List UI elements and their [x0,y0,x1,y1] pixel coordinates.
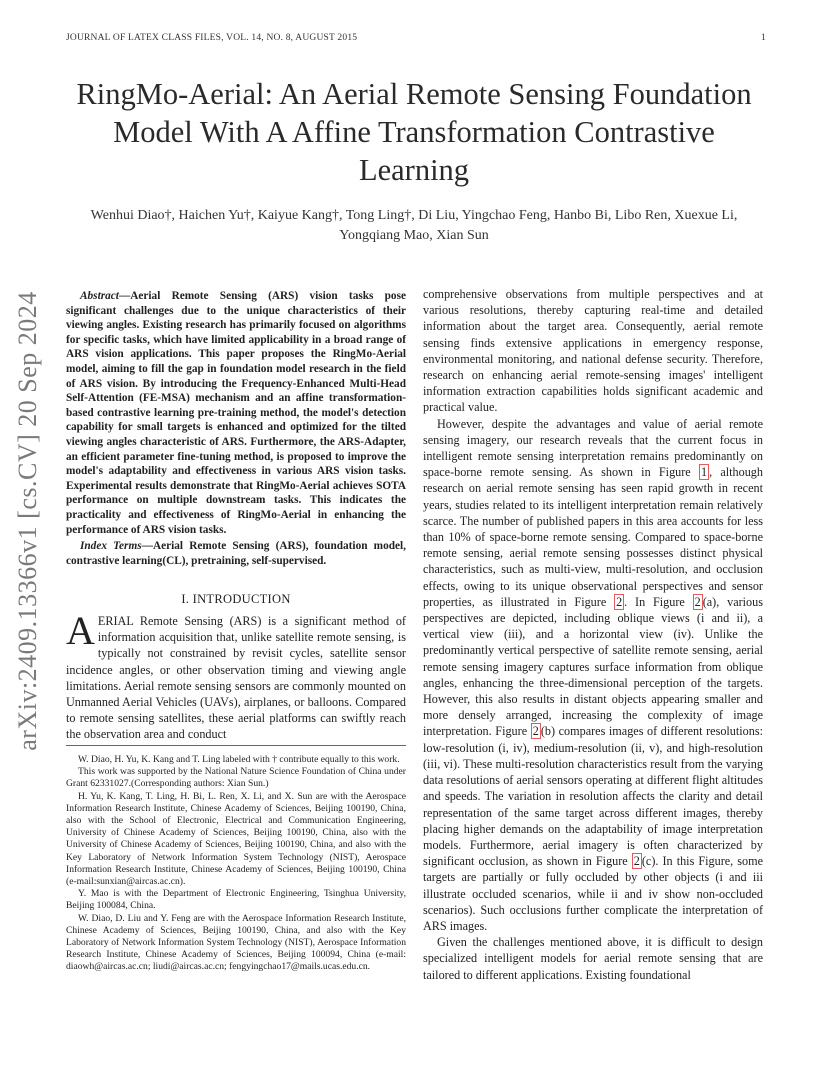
drop-cap: A [66,608,95,653]
footnote-4: Y. Mao is with the Department of Electronic Engineering, Tsinghua University, Beijing 100084, China. [66,888,406,912]
abstract-text: —Aerial Remote Sensing (ARS) vision tasks pose significant challenges due to the unique characteristics of their viewing angles. Existing research has primarily focused on algorithms for specific tasks, which have limited applicability in a broad range of ARS vision applications. This paper proposes the RingMo-Aerial model, aiming to fill the gap in foundation model research in the field of ARS vision. By introducing the Frequency-Enhanced Multi-Head Self-Attention (FE-MSA) mechanism and an affine transformation-based contrastive learning pre-training method, the model's detection capability for small targets is enhanced and optimized for the tilted viewing angles characteristic of ARS. Furthermore, the ARS-Adapter, an efficient parameter fine-tuning method, is proposed to improve the model's adaptability and effectiveness in various ARS vision tasks. Experimental results demonstrate that RingMo-Aerial achieves SOTA performance on multiple downstream tasks. This indicates the practicality and effectiveness of RingMo-Aerial in enhancing the performance of ARS vision tasks. [66,290,406,536]
figure-ref-link[interactable]: 2 [532,724,539,739]
figure-ref-link[interactable]: 2 [694,594,701,609]
footnote-divider [66,745,406,746]
right-paragraph-2 [423,416,763,935]
paper-title: RingMo-Aerial: An Aerial Remote Sensing Foundation Model With A Affine Transformation Contrastive Learning [76,77,752,187]
journal-name: JOURNAL OF LATEX CLASS FILES, VOL. 14, NO. 8, AUGUST 2015 [66,33,358,43]
author-list: Wenhui Diao†, Haichen Yu†, Kaiyue Kang†, Tong Ling†, Di Liu, Yingchao Feng, Hanbo Bi, Libo Ren, Xuexue Li, Yongqiang Mao, Xian Sun [90,208,738,243]
abstract [66,289,406,537]
arxiv-id: arXiv:2409.13366v1 [cs.CV] 20 Sep 2024 [13,291,42,751]
section-heading: I. INTRODUCTION [181,592,291,606]
text-run: , although research on aerial remote sensing has seen rapid growth in recent years, studies related to its intelligent interpretation remain relatively scarce. The number of published papers in this area accounts for less than 10% of space-borne remote sensing. Compared to space-borne remote sensing, aerial remote sensing possesses distinct physical characteristics, such as multi-view, multi-resolution, and occlusion effects, owing to its unique observational perspectives and sensor properties, as illustrated in Figure [423,465,763,609]
footnote-2: This work was supported by the National Nature Science Foundation of China under Grant 62331027.(Corresponding authors: Xian Sun.) [66,766,406,790]
index-terms-text: —Aerial Remote Sensing (ARS), foundation model, contrastive learning(CL), pretraining, self-supervised. [66,540,406,567]
figure-ref-link[interactable]: 2 [616,594,623,609]
text-run: . In Figure [624,594,693,609]
index-terms [66,539,406,568]
index-terms-label: Index Terms [80,540,142,552]
footnote-1: W. Diao, H. Yu, K. Kang and T. Ling labeled with † contribute equally to this work. [78,754,400,765]
right-paragraph-3: Given the challenges mentioned above, it is difficult to design specialized intelligent models for aerial remote sensing that are tailored to different applications. Existing foundational [423,935,763,982]
intro-paragraph [66,608,406,743]
page-number: 1 [761,33,766,43]
text-run: (b) compares images of different resolutions: low-resolution (i, iv), medium-resolution (ii, v), and high-resolution (iii, vi). These multi-resolution characteristics result from the varying data resolutions of aerial sensors operating at different flight altitudes and speeds. The variation in resolution affects the clarity and detail representation of the same target across different images, thereby placing higher demands on the adaptability of image interpretation models. Furthermore, aerial imagery is often characterized by significant occlusion, as shown in Figure [423,724,763,869]
intro-text: ERIAL Remote Sensing (ARS) is a significant method of information acquisition that, unlike satellite remote sensing, is typically not constrained by revisit cycles, satellite sensor incidence angles, or other observation timing and viewing angle limitations. Aerial remote sensing sensors are commonly mounted on Unmanned Aerial Vehicles (UAVs), airplanes, or balloons. Compared to remote sensing satellites, these aerial platforms can swiftly reach the observation area and conduct [66,614,406,742]
text-run: (a), various perspectives are depicted, including oblique views (i and ii), a vertical view (iii), and a horizontal view (iv). Unlike the predominantly vertical perspective of satellite remote sensing, aerial remote sensing imagery captures surface information from oblique angles, enhancing the three-dimensional perception of the targets. However, this also results in distant objects appearing smaller and more densely arranged, increasing the complexity of image interpretation. Figure [423,594,763,739]
right-paragraph-1: comprehensive observations from multiple perspectives and at various resolutions, thereby capturing real-time and detailed information about the target area. Consequently, aerial remote sensing finds extensive applications in emergency response, environmental monitoring, and national defense security. Therefore, research on enhancing aerial remote-sensing images' intelligent information extraction capabilities holds significant academic and practical value. [423,287,763,415]
footnote-3: H. Yu, K. Kang, T. Ling, H. Bi, L. Ren, X. Li, and X. Sun are with the Aerospace Information Research Institute, Chinese Academy of Sciences, Beijing 100190, China, also with the School of Electronic, Electrical and Communication Engineering, University of Chinese Academy of Sciences, Beijing 100190, China, also with the University of Chinese Academy of Sciences, Beijing 100190, China, and also with the Key Laboratory of Network Information System Technology (NIST), Aerospace Information Research Institute, Chinese Academy of Sciences, Beijing 100190, China (e-mail:sunxian@aircas.ac.cn). [66,790,406,888]
figure-ref-link[interactable]: 1 [700,465,708,480]
abstract-label: Abstract [80,290,119,302]
footnotes [66,754,406,974]
footnote-5: W. Diao, D. Liu and Y. Feng are with the Aerospace Information Research Institute, Chinese Academy of Sciences, Beijing 100190, China, and also with the Key Laboratory of Network Information System Technology (NIST), Aerospace Information Research Institute, Chinese Academy of Sciences, Beijing 100094, China (e-mail: diaowh@aircas.ac.cn; liudi@aircas.ac.cn; fengyingchao17@mails.ucas.edu.cn. [66,912,406,973]
text-run: However, despite the advantages and value of aerial remote sensing imagery, our research reveals that the current focus in intelligent remote sensing interpretation remains predominantly on space-borne remote sensing. As shown in Figure [423,416,763,480]
text-run: (c). In this Figure, some targets are partially or fully occluded by other objects (i and iii illustrate occluded scenarios, while ii and iv show non-occluded scenarios). Such occlusions further complicate the interpretation of ARS images. [423,854,763,933]
figure-ref-link[interactable]: 2 [633,854,640,869]
arxiv-watermark [10,285,46,757]
right-column [423,286,763,983]
running-header [66,33,766,43]
